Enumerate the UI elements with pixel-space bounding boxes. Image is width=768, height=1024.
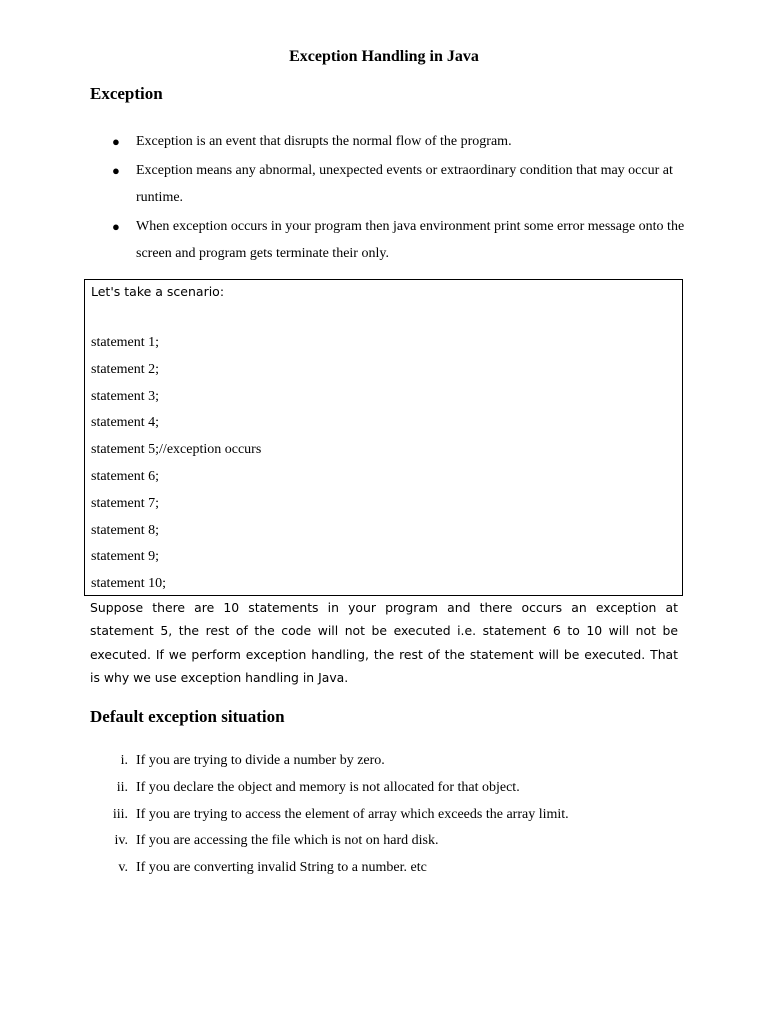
item-number: iii. [112,806,128,822]
situation-list [90,748,690,882]
statement-line: statement 7; [91,495,160,511]
statement-line: statement 5;//exception occurs [91,442,262,458]
statement-line: statement 9; [91,549,160,565]
item-text: If you are trying to access the element of array which exceeds the array limit. [136,806,569,822]
bullet-text: When exception occurs in your program then java environment print some error message onto the screen and program gets terminate their only. [136,219,685,261]
item-number: v. [118,860,128,876]
situation-item [90,802,690,829]
document-title: Exception Handling in Java [289,48,479,65]
item-number: ii. [116,779,128,795]
item-number: iv. [114,833,128,849]
situation-item [90,855,690,882]
bullet-item [112,213,692,267]
statement-line: statement 2; [91,361,160,377]
bullet-icon: ● [112,134,120,149]
item-text: If you are trying to divide a number by zero. [136,753,385,768]
scenario-box [84,279,683,596]
bullet-icon: ● [112,163,120,178]
statement-line: statement 3; [91,388,160,404]
explanation-paragraph: Suppose there are 10 statements in your program and there occurs an exception at statement 5, the rest of the code will not be executed i.e. statement 6 to 10 will not be executed. If we perform exception handling, the rest of the statement will be executed. That is why we use exception handling in Java. [90,600,678,685]
situation-item [90,748,690,775]
section-heading-exception: Exception [90,84,163,103]
scenario-intro: Let's take a scenario: [91,284,225,299]
statement-line: statement 1; [91,335,160,350]
item-number: i. [120,753,128,768]
bullet-icon: ● [112,219,120,234]
statement-line: statement 4; [91,415,160,431]
statement-line: statement 8; [91,522,160,538]
bullet-item [112,128,692,155]
item-text: If you declare the object and memory is not allocated for that object. [136,779,520,795]
situation-item [90,775,690,802]
section-heading-default-situation: Default exception situation [90,707,285,726]
item-text: If you are converting invalid String to a number. etc [136,860,427,876]
exception-bullet-list [112,128,692,269]
statement-line: statement 6; [91,468,160,484]
situation-item [90,828,690,855]
item-text: If you are accessing the file which is not on hard disk. [136,833,439,849]
bullet-text: Exception means any abnormal, unexpected events or extraordinary condition that may occur at runtime. [136,163,673,205]
statement-line: statement 10; [91,576,167,592]
bullet-text: Exception is an event that disrupts the normal flow of the program. [136,134,512,149]
bullet-item [112,157,692,211]
